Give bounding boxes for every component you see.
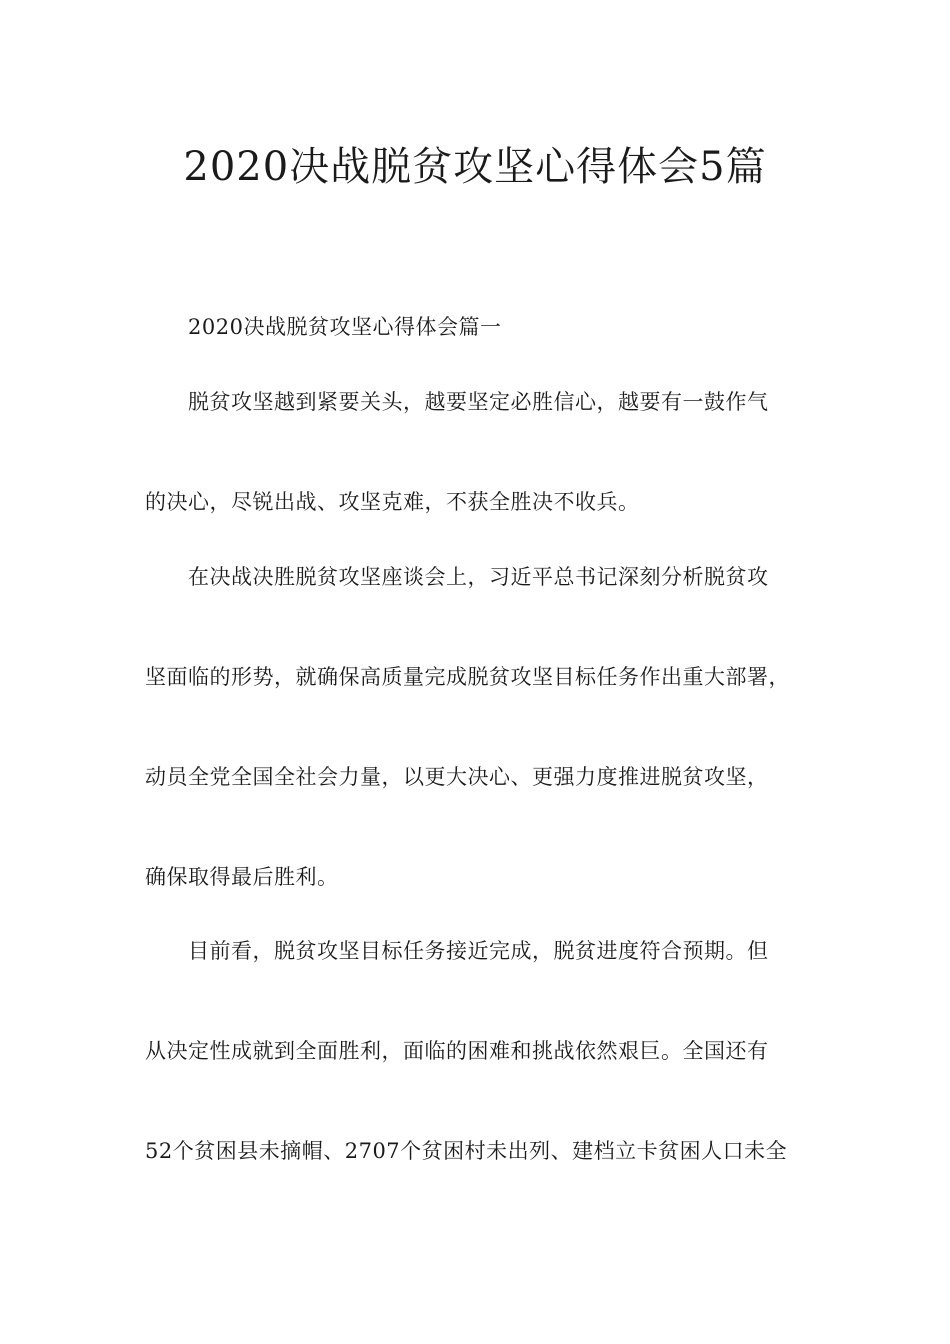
- section-heading: 2020决战脱贫攻坚心得体会篇一: [188, 315, 502, 339]
- paragraph-2-line-2: 坚面临的形势，就确保高质量完成脱贫攻坚目标任务作出重大部署，: [145, 665, 790, 689]
- paragraph-3-line-2: 从决定性成就到全面胜利，面临的困难和挑战依然艰巨。全国还有: [145, 1039, 769, 1063]
- paragraph-2-line-1: 在决战决胜脱贫攻坚座谈会上，习近平总书记深刻分析脱贫攻: [188, 565, 769, 589]
- paragraph-3-line-3: 52个贫困县未摘帽、2707个贫困村未出列、建档立卡贫困人口未全: [145, 1139, 788, 1163]
- paragraph-3-line-1: 目前看，脱贫攻坚目标任务接近完成，脱贫进度符合预期。但: [188, 939, 769, 963]
- document-title: 2020决战脱贫攻坚心得体会5篇: [183, 144, 767, 190]
- paragraph-2-line-4: 确保取得最后胜利。: [145, 865, 339, 889]
- paragraph-2-line-3: 动员全党全国全社会力量，以更大决心、更强力度推进脱贫攻坚，: [145, 765, 769, 789]
- paragraph-1-line-2: 的决心，尽锐出战、攻坚克难，不获全胜决不收兵。: [145, 490, 640, 514]
- paragraph-1-line-1: 脱贫攻坚越到紧要关头，越要坚定必胜信心，越要有一鼓作气: [188, 390, 769, 414]
